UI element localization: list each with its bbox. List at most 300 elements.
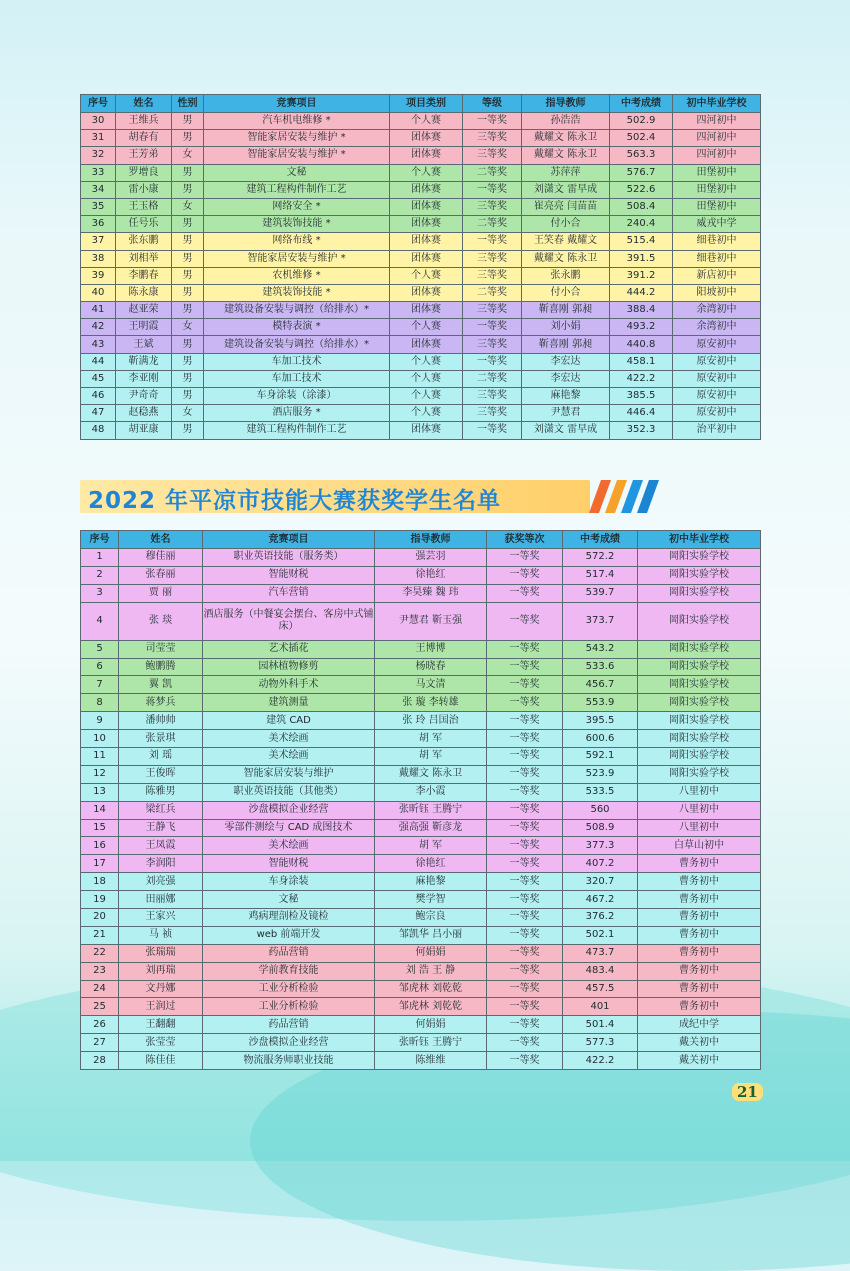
table-cell: 38 xyxy=(81,250,116,267)
table-cell: 个人赛 xyxy=(390,370,463,387)
table-cell: 张莹莹 xyxy=(119,1034,203,1052)
table-cell: 501.4 xyxy=(563,1016,638,1034)
table-cell: 502.4 xyxy=(610,130,673,147)
table-cell: 原安初中 xyxy=(673,336,761,353)
column-header: 竞赛项目 xyxy=(203,531,375,549)
table-cell: 391.2 xyxy=(610,267,673,284)
table-cell: 胡 军 xyxy=(375,748,487,766)
table-cell: 文丹娜 xyxy=(119,980,203,998)
table-cell: 邹虎林 刘乾乾 xyxy=(375,998,487,1016)
table-cell: 胡 军 xyxy=(375,730,487,748)
column-header: 姓名 xyxy=(116,95,172,113)
table-cell: 原安初中 xyxy=(673,370,761,387)
table-cell: 一等奖 xyxy=(487,765,563,783)
table-cell: 女 xyxy=(172,198,204,215)
table-cell: 陈维维 xyxy=(375,1052,487,1070)
table-cell: 邹虎林 刘乾乾 xyxy=(375,980,487,998)
column-header: 初中毕业学校 xyxy=(673,95,761,113)
table-cell: 潘帅帅 xyxy=(119,712,203,730)
table-cell: 梁红兵 xyxy=(119,801,203,819)
table-cell: 一等奖 xyxy=(463,181,522,198)
table-cell: 智能财税 xyxy=(203,855,375,873)
table-cell: 网络安全 * xyxy=(204,198,390,215)
table-cell: 团体赛 xyxy=(390,147,463,164)
table-cell: 团体赛 xyxy=(390,181,463,198)
table-row xyxy=(81,1034,761,1052)
table-cell: 曹务初中 xyxy=(638,909,761,927)
table-cell: 建筑 CAD xyxy=(203,712,375,730)
table-cell: 四河初中 xyxy=(673,147,761,164)
table-cell: 岡阳实验学校 xyxy=(638,584,761,602)
table-cell: 杨晓春 xyxy=(375,658,487,676)
table-cell: 一等奖 xyxy=(487,998,563,1016)
table-cell: 三等奖 xyxy=(463,250,522,267)
table-cell: 尹慧君 靳玉强 xyxy=(375,602,487,640)
table-cell: 一等奖 xyxy=(487,694,563,712)
table-cell: 建筑设备安装与调控（给排水）* xyxy=(204,302,390,319)
table-row xyxy=(81,712,761,730)
table-cell: 一等奖 xyxy=(487,944,563,962)
table-cell: 422.2 xyxy=(563,1052,638,1070)
table-cell: 48 xyxy=(81,422,116,439)
table-cell: 文秘 xyxy=(203,891,375,909)
table-cell: 治平初中 xyxy=(673,422,761,439)
table-cell: 张 璇 李转雄 xyxy=(375,694,487,712)
table-cell: 雷小康 xyxy=(116,181,172,198)
table-cell: 刘小娟 xyxy=(522,319,610,336)
table-cell: 李鹏春 xyxy=(116,267,172,284)
table-row xyxy=(81,909,761,927)
table-cell: 456.7 xyxy=(563,676,638,694)
table-cell: 男 xyxy=(172,370,204,387)
table-cell: 个人赛 xyxy=(390,388,463,405)
table-cell: 5 xyxy=(81,640,119,658)
table-row xyxy=(81,658,761,676)
table-cell: 二等奖 xyxy=(463,164,522,181)
table-cell: 刘 瑶 xyxy=(119,748,203,766)
table-cell: 32 xyxy=(81,147,116,164)
table-cell: 张昕钰 王腾宁 xyxy=(375,1034,487,1052)
table-cell: 贾 丽 xyxy=(119,584,203,602)
table-cell: 三等奖 xyxy=(463,405,522,422)
table-cell: 467.2 xyxy=(563,891,638,909)
table-cell: 46 xyxy=(81,388,116,405)
table-cell: 蒋梦兵 xyxy=(119,694,203,712)
table-row xyxy=(81,353,761,370)
table-cell: 阳坡初中 xyxy=(673,284,761,301)
table-cell: 汽车机电维修 * xyxy=(204,113,390,130)
table-cell: 园林植物修剪 xyxy=(203,658,375,676)
table-cell: 30 xyxy=(81,113,116,130)
table-cell: 刘潇文 雷早成 xyxy=(522,422,610,439)
table-cell: 二等奖 xyxy=(463,370,522,387)
table-cell: 35 xyxy=(81,198,116,215)
table-cell: 工业分析检验 xyxy=(203,980,375,998)
table-row xyxy=(81,801,761,819)
table-cell: 592.1 xyxy=(563,748,638,766)
table-cell: 建筑工程构件制作工艺 xyxy=(204,422,390,439)
table-cell: 388.4 xyxy=(610,302,673,319)
table-cell: 智能家居安装与维护 * xyxy=(204,250,390,267)
table-cell: 16 xyxy=(81,837,119,855)
table-row xyxy=(81,250,761,267)
table-cell: 岡阳实验学校 xyxy=(638,676,761,694)
table-row xyxy=(81,748,761,766)
table-cell: 一等奖 xyxy=(487,1016,563,1034)
table-cell: 工业分析检验 xyxy=(203,998,375,1016)
table-cell: 曹务初中 xyxy=(638,855,761,873)
table-cell: 一等奖 xyxy=(487,909,563,927)
table-row xyxy=(81,130,761,147)
table-cell: 14 xyxy=(81,801,119,819)
column-header: 初中毕业学校 xyxy=(638,531,761,549)
table-cell: 508.4 xyxy=(610,198,673,215)
table-cell: 团体赛 xyxy=(390,422,463,439)
table-cell: 401 xyxy=(563,998,638,1016)
table-cell: 一等奖 xyxy=(487,801,563,819)
table-cell: 10 xyxy=(81,730,119,748)
table-cell: 艺术插花 xyxy=(203,640,375,658)
table-cell: 12 xyxy=(81,765,119,783)
table-cell: 苏萍萍 xyxy=(522,164,610,181)
table-cell: 戴关初中 xyxy=(638,1052,761,1070)
table-cell: 4 xyxy=(81,602,119,640)
table-cell: 440.8 xyxy=(610,336,673,353)
table-cell: 戴耀文 陈永卫 xyxy=(522,147,610,164)
table-cell: 团体赛 xyxy=(390,336,463,353)
table-cell: 一等奖 xyxy=(487,1034,563,1052)
table-cell: 男 xyxy=(172,267,204,284)
table-cell: 胡 军 xyxy=(375,837,487,855)
table-cell: 一等奖 xyxy=(487,566,563,584)
table-header-row xyxy=(81,95,761,113)
table-cell: 一等奖 xyxy=(487,819,563,837)
table-cell: 胡亚康 xyxy=(116,422,172,439)
table-cell: 一等奖 xyxy=(463,233,522,250)
table-cell: 曹务初中 xyxy=(638,891,761,909)
table-cell: 18 xyxy=(81,873,119,891)
table-cell: 八里初中 xyxy=(638,801,761,819)
table-cell: 523.9 xyxy=(563,765,638,783)
table-row xyxy=(81,694,761,712)
table-cell: 刘再瑞 xyxy=(119,962,203,980)
table-cell: 强高强 靳彦龙 xyxy=(375,819,487,837)
section-banner xyxy=(80,480,660,513)
table-cell: 美术绘画 xyxy=(203,730,375,748)
table-cell: 曹务初中 xyxy=(638,944,761,962)
table-row xyxy=(81,873,761,891)
table-cell: 智能家居安装与维护 * xyxy=(204,147,390,164)
table-cell: 391.5 xyxy=(610,250,673,267)
table-cell: 鲍宗良 xyxy=(375,909,487,927)
column-header: 竞赛项目 xyxy=(204,95,390,113)
table-cell: 502.1 xyxy=(563,926,638,944)
table-cell: 网络布线 * xyxy=(204,233,390,250)
table-cell: 孙浩浩 xyxy=(522,113,610,130)
table-cell: 学前教育技能 xyxy=(203,962,375,980)
table-cell: 王俊晖 xyxy=(119,765,203,783)
table-cell: 三等奖 xyxy=(463,336,522,353)
table-row xyxy=(81,302,761,319)
table-cell: 戴耀文 陈永卫 xyxy=(522,130,610,147)
table-cell: 细巷初中 xyxy=(673,233,761,250)
table-row xyxy=(81,405,761,422)
table-cell: 446.4 xyxy=(610,405,673,422)
table-cell: 二等奖 xyxy=(463,216,522,233)
table-cell: 522.6 xyxy=(610,181,673,198)
table-cell: 崔亮亮 闫苗苗 xyxy=(522,198,610,215)
table-cell: 男 xyxy=(172,422,204,439)
table-row xyxy=(81,891,761,909)
table-cell: 男 xyxy=(172,130,204,147)
table-cell: 47 xyxy=(81,405,116,422)
table-row xyxy=(81,998,761,1016)
table-row xyxy=(81,181,761,198)
table-cell: 一等奖 xyxy=(487,962,563,980)
table-cell: 李润阳 xyxy=(119,855,203,873)
table-cell: 24 xyxy=(81,980,119,998)
table-cell: 徐艳红 xyxy=(375,566,487,584)
table-cell: 40 xyxy=(81,284,116,301)
table-cell: 药品营销 xyxy=(203,1016,375,1034)
table-cell: 15 xyxy=(81,819,119,837)
table-row xyxy=(81,549,761,567)
table-cell: 张东鹏 xyxy=(116,233,172,250)
table-cell: 17 xyxy=(81,855,119,873)
table-cell: 陈雅男 xyxy=(119,783,203,801)
table-cell: 职业英语技能（其他类） xyxy=(203,783,375,801)
table-cell: 王静飞 xyxy=(119,819,203,837)
table-row xyxy=(81,113,761,130)
table-cell: 四河初中 xyxy=(673,130,761,147)
table-row xyxy=(81,267,761,284)
table-cell: 395.5 xyxy=(563,712,638,730)
table-cell: 407.2 xyxy=(563,855,638,873)
table-cell: 34 xyxy=(81,181,116,198)
table-row xyxy=(81,980,761,998)
table-cell: 刘相举 xyxy=(116,250,172,267)
table-cell: 一等奖 xyxy=(487,980,563,998)
table-cell: 王翻翻 xyxy=(119,1016,203,1034)
table-cell: 13 xyxy=(81,783,119,801)
column-header: 项目类别 xyxy=(390,95,463,113)
table-cell: 男 xyxy=(172,336,204,353)
table-cell: 岡阳实验学校 xyxy=(638,765,761,783)
table-cell: 车身涂装 xyxy=(203,873,375,891)
table-cell: 28 xyxy=(81,1052,119,1070)
table-cell: 三等奖 xyxy=(463,147,522,164)
table-cell: 6 xyxy=(81,658,119,676)
table-cell: 职业英语技能（服务类） xyxy=(203,549,375,567)
table-cell: 原安初中 xyxy=(673,353,761,370)
page-number: 21 xyxy=(732,1083,763,1101)
table-cell: 任号乐 xyxy=(116,216,172,233)
table-cell: 7 xyxy=(81,676,119,694)
table-cell: 8 xyxy=(81,694,119,712)
table-cell: 男 xyxy=(172,181,204,198)
table-cell: 一等奖 xyxy=(487,602,563,640)
table-cell: 团体赛 xyxy=(390,233,463,250)
table-header-row xyxy=(81,531,761,549)
table-cell: 曹务初中 xyxy=(638,962,761,980)
table-cell: 2 xyxy=(81,566,119,584)
table-cell: 一等奖 xyxy=(487,1052,563,1070)
table-cell: 马文清 xyxy=(375,676,487,694)
table-cell: 1 xyxy=(81,549,119,567)
table-row xyxy=(81,602,761,640)
table-cell: 刘潇文 雷早成 xyxy=(522,181,610,198)
column-header: 指导教师 xyxy=(375,531,487,549)
table-row xyxy=(81,1052,761,1070)
table-cell: 男 xyxy=(172,233,204,250)
table-cell: 余湾初中 xyxy=(673,302,761,319)
table-cell: 新店初中 xyxy=(673,267,761,284)
table-cell: 一等奖 xyxy=(487,640,563,658)
table-cell: 赵亚荣 xyxy=(116,302,172,319)
table-cell: 33 xyxy=(81,164,116,181)
table-cell: 533.5 xyxy=(563,783,638,801)
table-cell: 建筑工程构件制作工艺 xyxy=(204,181,390,198)
table-cell: 团体赛 xyxy=(390,216,463,233)
table-cell: 司莹莹 xyxy=(119,640,203,658)
table-row xyxy=(81,676,761,694)
table-cell: 一等奖 xyxy=(487,855,563,873)
table-row xyxy=(81,198,761,215)
table-row xyxy=(81,584,761,602)
table-cell: 八里初中 xyxy=(638,819,761,837)
table-cell: 徐艳红 xyxy=(375,855,487,873)
table-cell: 沙盘模拟企业经营 xyxy=(203,801,375,819)
table-cell: 王润过 xyxy=(119,998,203,1016)
table-cell: 建筑测量 xyxy=(203,694,375,712)
table-cell: 智能财税 xyxy=(203,566,375,584)
section-title: 2022 年平凉市技能大赛获奖学生名单 xyxy=(88,488,502,514)
table-cell: 9 xyxy=(81,712,119,730)
table-cell: 533.6 xyxy=(563,658,638,676)
table-row xyxy=(81,730,761,748)
table-cell: 岡阳实验学校 xyxy=(638,549,761,567)
table-cell: 男 xyxy=(172,284,204,301)
table-row xyxy=(81,422,761,439)
table-cell: 44 xyxy=(81,353,116,370)
table-row xyxy=(81,566,761,584)
table-cell: 493.2 xyxy=(610,319,673,336)
column-header: 中考成绩 xyxy=(563,531,638,549)
table-cell: 曹务初中 xyxy=(638,926,761,944)
table-cell: 罗增良 xyxy=(116,164,172,181)
table-cell: 戴耀文 陈永卫 xyxy=(522,250,610,267)
table-cell: 团体赛 xyxy=(390,198,463,215)
column-header: 序号 xyxy=(81,531,119,549)
table-cell: 团体赛 xyxy=(390,284,463,301)
table-row xyxy=(81,837,761,855)
table-cell: 零部件测绘与 CAD 成图技术 xyxy=(203,819,375,837)
table-cell: 岡阳实验学校 xyxy=(638,748,761,766)
table-cell: 个人赛 xyxy=(390,405,463,422)
table-cell: 男 xyxy=(172,216,204,233)
table-cell: 3 xyxy=(81,584,119,602)
table-cell: 车加工技术 xyxy=(204,353,390,370)
table-cell: 酒店服务（中餐宴会摆台、客房中式铺床） xyxy=(203,602,375,640)
table-cell: 11 xyxy=(81,748,119,766)
table-cell: 576.7 xyxy=(610,164,673,181)
table-cell: 岡阳实验学校 xyxy=(638,712,761,730)
table-cell: 一等奖 xyxy=(487,584,563,602)
table-row xyxy=(81,765,761,783)
table-cell: 一等奖 xyxy=(487,926,563,944)
table-cell: 赵稳燕 xyxy=(116,405,172,422)
table-cell: 个人赛 xyxy=(390,267,463,284)
table-cell: 岡阳实验学校 xyxy=(638,602,761,640)
table-cell: 王维兵 xyxy=(116,113,172,130)
table-cell: 强芸羽 xyxy=(375,549,487,567)
table-cell: 男 xyxy=(172,164,204,181)
table-cell: 41 xyxy=(81,302,116,319)
table-cell: 建筑设备安装与调控（给排水）* xyxy=(204,336,390,353)
table-cell: 翼 凯 xyxy=(119,676,203,694)
table-cell: 张永鹏 xyxy=(522,267,610,284)
table-cell: 田堡初中 xyxy=(673,181,761,198)
table-cell: 汽车营销 xyxy=(203,584,375,602)
table-cell: 一等奖 xyxy=(487,891,563,909)
table-cell: 戴关初中 xyxy=(638,1034,761,1052)
table-cell: 靳喜刚 郭昶 xyxy=(522,336,610,353)
table-cell: 尹奇奇 xyxy=(116,388,172,405)
table-cell: 个人赛 xyxy=(390,319,463,336)
table-cell: 三等奖 xyxy=(463,267,522,284)
table-cell: 444.2 xyxy=(610,284,673,301)
table-row xyxy=(81,926,761,944)
table-cell: 男 xyxy=(172,353,204,370)
table-cell: 刘 浩 王 静 xyxy=(375,962,487,980)
table-cell: 373.7 xyxy=(563,602,638,640)
table-cell: 樊学智 xyxy=(375,891,487,909)
table-cell: 八里初中 xyxy=(638,783,761,801)
table-cell: 女 xyxy=(172,319,204,336)
table-cell: 酒店服务 * xyxy=(204,405,390,422)
table-cell: 377.3 xyxy=(563,837,638,855)
table-cell: 26 xyxy=(81,1016,119,1034)
table-cell: 个人赛 xyxy=(390,113,463,130)
table-cell: 王芳弟 xyxy=(116,147,172,164)
table-cell: 43 xyxy=(81,336,116,353)
table-cell: 483.4 xyxy=(563,962,638,980)
table-cell: 陈佳佳 xyxy=(119,1052,203,1070)
table-row xyxy=(81,164,761,181)
column-header: 性别 xyxy=(172,95,204,113)
table-cell: 岡阳实验学校 xyxy=(638,640,761,658)
table-cell: 553.9 xyxy=(563,694,638,712)
table-cell: 美术绘画 xyxy=(203,748,375,766)
table-cell: 岡阳实验学校 xyxy=(638,694,761,712)
table-cell: 508.9 xyxy=(563,819,638,837)
table-cell: 团体赛 xyxy=(390,302,463,319)
table-cell: 男 xyxy=(172,388,204,405)
table-cell: 一等奖 xyxy=(487,748,563,766)
table-cell: 376.2 xyxy=(563,909,638,927)
table-row xyxy=(81,233,761,250)
table-cell: 智能家居安装与维护 xyxy=(203,765,375,783)
table-cell: 何娟娟 xyxy=(375,1016,487,1034)
table-cell: 田堡初中 xyxy=(673,198,761,215)
table-cell: 一等奖 xyxy=(487,676,563,694)
table-cell: 23 xyxy=(81,962,119,980)
table-cell: 一等奖 xyxy=(463,319,522,336)
table-cell: 李昊臻 魏 玮 xyxy=(375,584,487,602)
table-cell: 麻艳黎 xyxy=(522,388,610,405)
table-cell: 张景琪 xyxy=(119,730,203,748)
table-cell: 502.9 xyxy=(610,113,673,130)
